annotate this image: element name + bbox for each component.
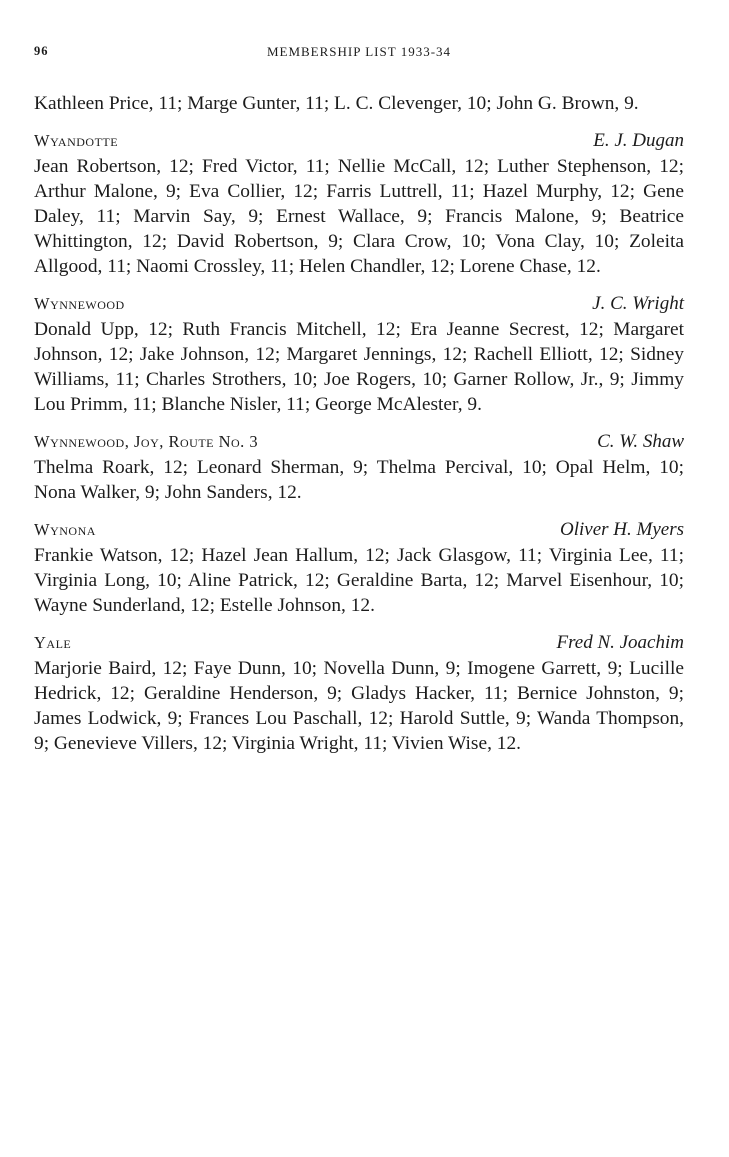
town-name: Wynnewood, Joy, Route No. 3 — [34, 432, 259, 451]
section-heading — [34, 128, 684, 154]
section-heading — [34, 429, 684, 455]
section-heading — [34, 291, 684, 317]
school-section-wynona — [34, 517, 684, 618]
continued-member-list: Kathleen Price, 11; Marge Gunter, 11; L. C. Clevenger, 10; John G. Brown, 9. — [34, 93, 639, 114]
book-page — [34, 42, 684, 756]
section-heading — [34, 630, 684, 656]
sponsor-name: Fred N. Joachim — [556, 632, 684, 653]
sponsor-name: E. J. Dugan — [593, 130, 684, 151]
school-section-yale — [34, 630, 684, 756]
school-section-wyandotte — [34, 128, 684, 279]
sponsor-name: C. W. Shaw — [597, 431, 684, 452]
school-section-wynnewood — [34, 291, 684, 417]
member-list: Marjorie Baird, 12; Faye Dunn, 10; Novella Dunn, 9; Imogene Garrett, 9; Lucille Hedrick, 12; Geraldine Henderson, 9; Gladys Hacker, 11; Bernice Johnston, 9; James Lodwick, 9; Frances Lou Paschall, 12; Harold Suttle, 9; Wanda Thompson, 9; Genevieve Villers, 12; Virginia Wright, 11; Vivien Wise, 12. — [34, 658, 684, 754]
town-name: Wynona — [34, 520, 96, 539]
sponsor-name: Oliver H. Myers — [560, 519, 684, 540]
member-list: Donald Upp, 12; Ruth Francis Mitchell, 12; Era Jeanne Secrest, 12; Margaret Johnson, 12; Jake Johnson, 12; Margaret Jennings, 12; Rachell Elliott, 12; Sidney Williams, 11; Charles Strothers, 10; Joe Rogers, 10; Garner Rollow, Jr., 9; Jimmy Lou Primm, 11; Blanche Nisler, 11; George McAlester, 9. — [34, 319, 684, 415]
running-title: MEMBERSHIP LIST 1933-34 — [266, 44, 452, 59]
sponsor-name: J. C. Wright — [592, 293, 684, 314]
member-list: Jean Robertson, 12; Fred Victor, 11; Nellie McCall, 12; Luther Stephenson, 12; Arthur Malone, 9; Eva Collier, 12; Farris Luttrell, 11; Hazel Murphy, 12; Gene Daley, 11; Marvin Say, 9; Ernest Wallace, 9; Francis Malone, 9; Beatrice Whittington, 12; David Robertson, 9; Clara Crow, 10; Vona Clay, 10; Zoleita Allgood, 11; Naomi Crossley, 11; Helen Chandler, 12; Lorene Chase, 12. — [34, 156, 684, 277]
town-name: Wyandotte — [34, 131, 119, 150]
school-section-wynnewood-joy — [34, 429, 684, 505]
town-name: Wynnewood — [34, 294, 125, 313]
page-number: 96 — [34, 44, 49, 58]
section-heading — [34, 517, 684, 543]
running-head — [34, 42, 684, 66]
member-list: Frankie Watson, 12; Hazel Jean Hallum, 12; Jack Glasgow, 11; Virginia Lee, 11; Virginia Long, 10; Aline Patrick, 12; Geraldine Barta, 12; Marvel Eisenhour, 10; Wayne Sunderland, 12; Estelle Johnson, 12. — [34, 545, 684, 616]
member-list: Thelma Roark, 12; Leonard Sherman, 9; Thelma Percival, 10; Opal Helm, 10; Nona Walker, 9; John Sanders, 12. — [34, 457, 684, 503]
town-name: Yale — [34, 633, 72, 652]
